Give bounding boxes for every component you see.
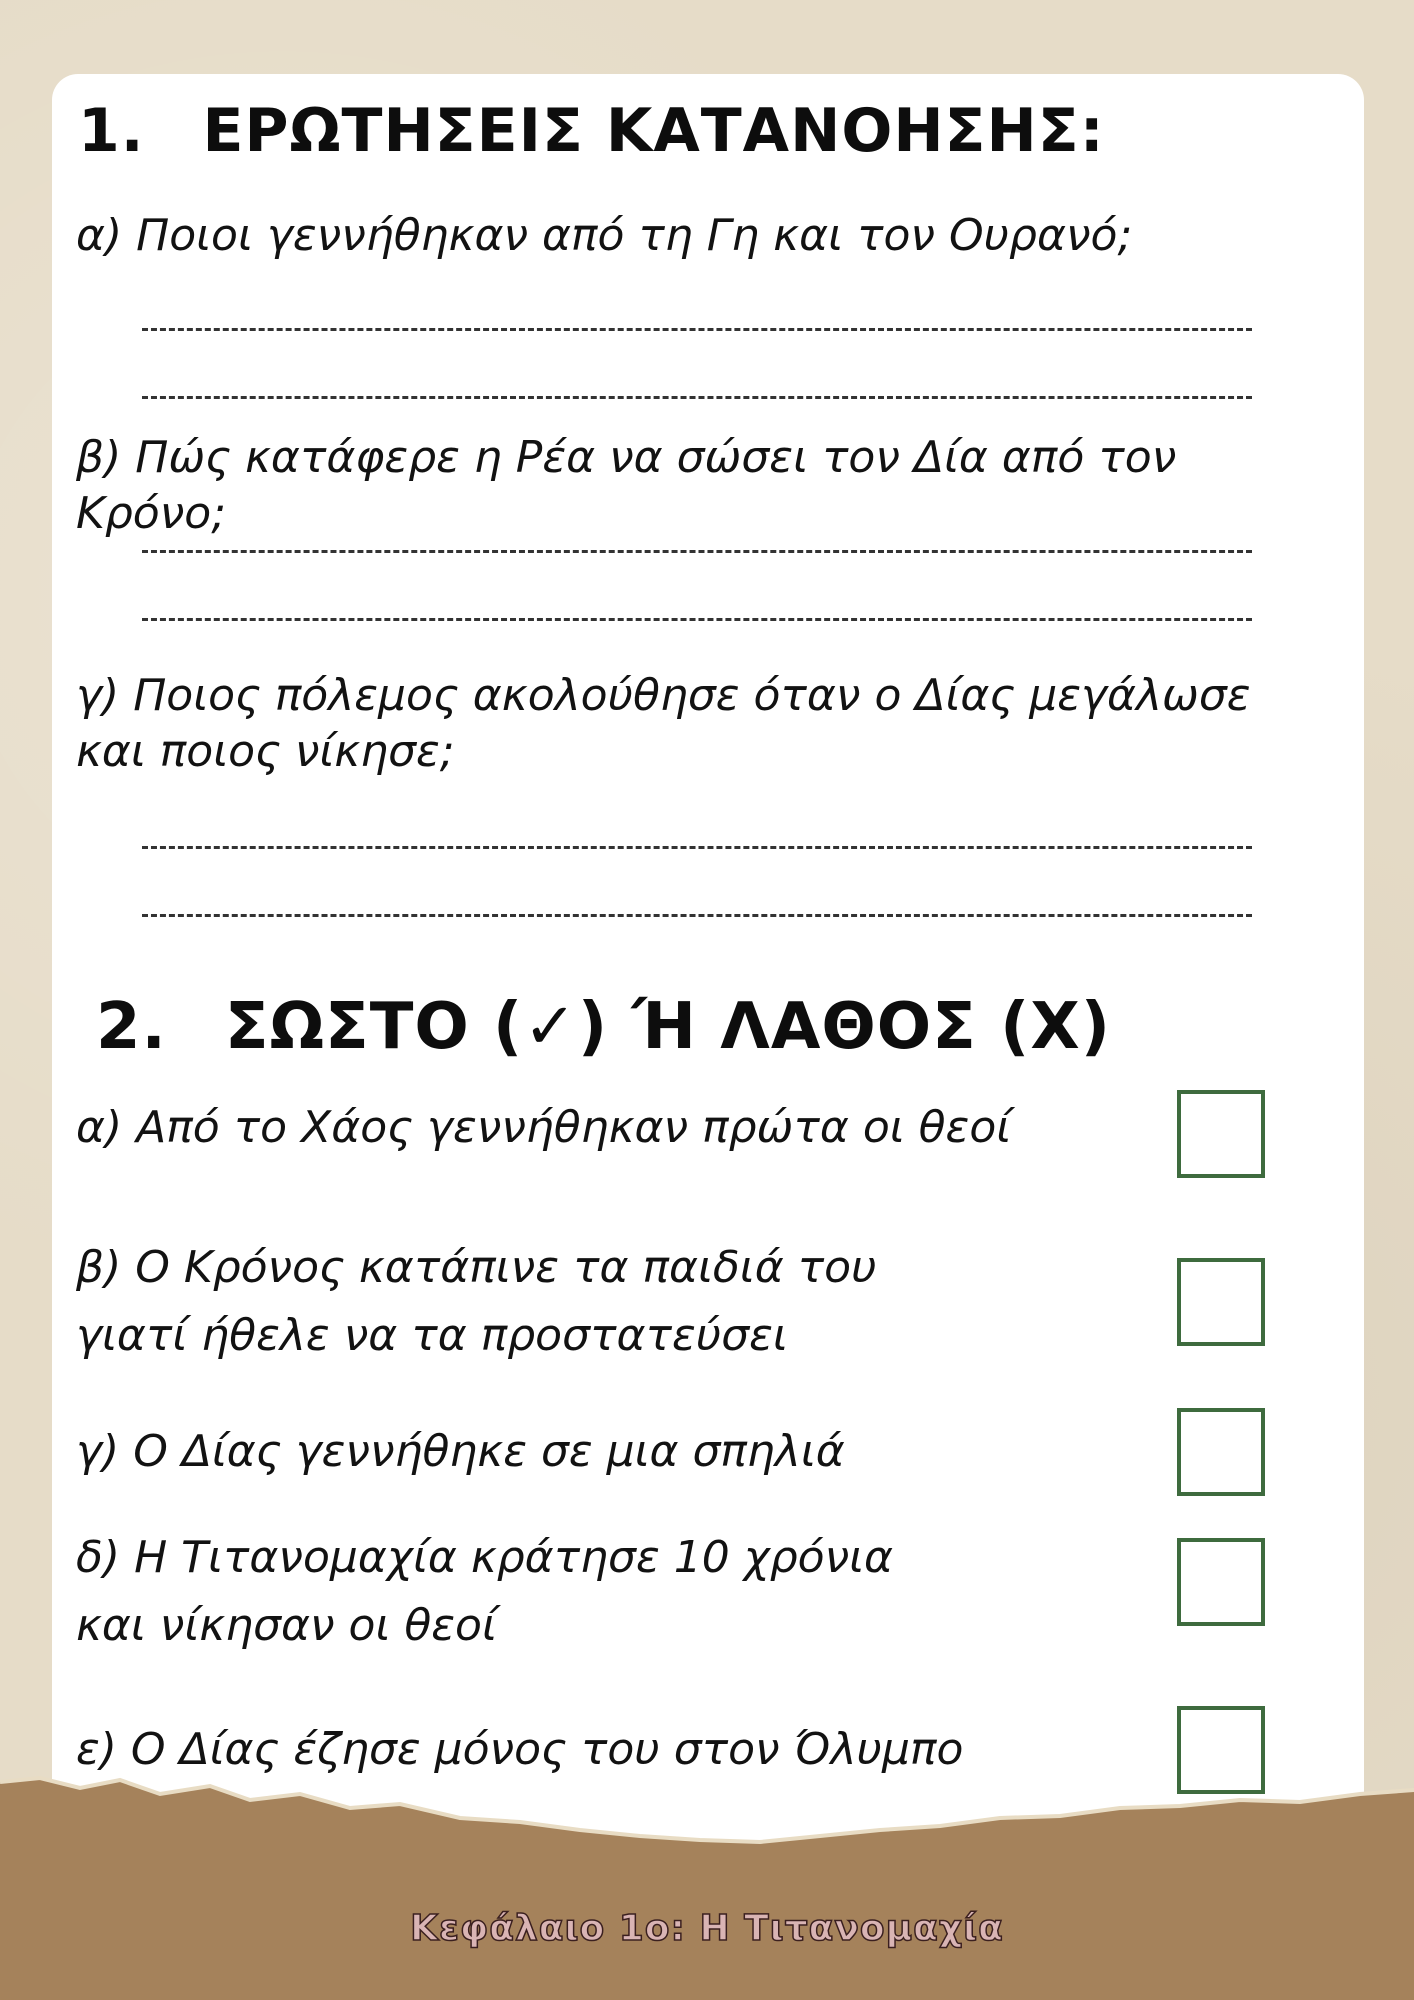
section-2-number: 2. (96, 990, 167, 1064)
section-2-heading: ΣΩΣΤΟ (✓) Ή ΛΑΘΟΣ (Χ) (224, 990, 1111, 1064)
question-b: β) Πώς κατάφερε η Ρέα να σώσει τον Δία από τον Κρόνο; (76, 432, 1177, 539)
statement-d-checkbox[interactable] (1177, 1538, 1265, 1626)
question-c: γ) Ποιος πόλεμος ακολούθησε όταν ο Δίας μεγάλωσε και ποιος νίκησε; (76, 670, 1251, 777)
statement-b-checkbox[interactable] (1177, 1258, 1265, 1346)
answer-line[interactable] (142, 846, 1252, 849)
statement-a-checkbox[interactable] (1177, 1090, 1265, 1178)
statement-d: δ) Η Τιτανομαχία κράτησε 10 χρόνια και νίκησαν οι θεοί (76, 1532, 894, 1651)
statement-e: ε) Ο Δίας έζησε μόνος του στον Όλυμπο (76, 1724, 964, 1775)
answer-line[interactable] (142, 550, 1252, 553)
section-2-title (96, 990, 1111, 1064)
answer-line[interactable] (142, 396, 1252, 399)
section-1-title (78, 96, 1105, 166)
statement-b: β) Ο Κρόνος κατάπινε τα παιδιά του γιατί ήθελε να τα προστατεύσει (76, 1242, 877, 1361)
question-a: α) Ποιοι γεννήθηκαν από τη Γη και τον Ουρανό; (76, 210, 1133, 261)
section-1-number: 1. (78, 96, 145, 166)
statement-a: α) Από το Χάος γεννήθηκαν πρώτα οι θεοί (76, 1102, 1012, 1153)
torn-paper-edge (0, 1760, 1414, 2000)
answer-line[interactable] (142, 328, 1252, 331)
statement-c: γ) Ο Δίας γεννήθηκε σε μια σπηλιά (76, 1426, 845, 1477)
chapter-footer: Κεφάλαιο 1ο: Η Τιτανομαχία (410, 1908, 1004, 1949)
answer-line[interactable] (142, 914, 1252, 917)
answer-line[interactable] (142, 618, 1252, 621)
section-1-heading: ΕΡΩΤΗΣΕΙΣ ΚΑΤΑΝΟΗΣΗΣ: (202, 96, 1105, 166)
statement-c-checkbox[interactable] (1177, 1408, 1265, 1496)
